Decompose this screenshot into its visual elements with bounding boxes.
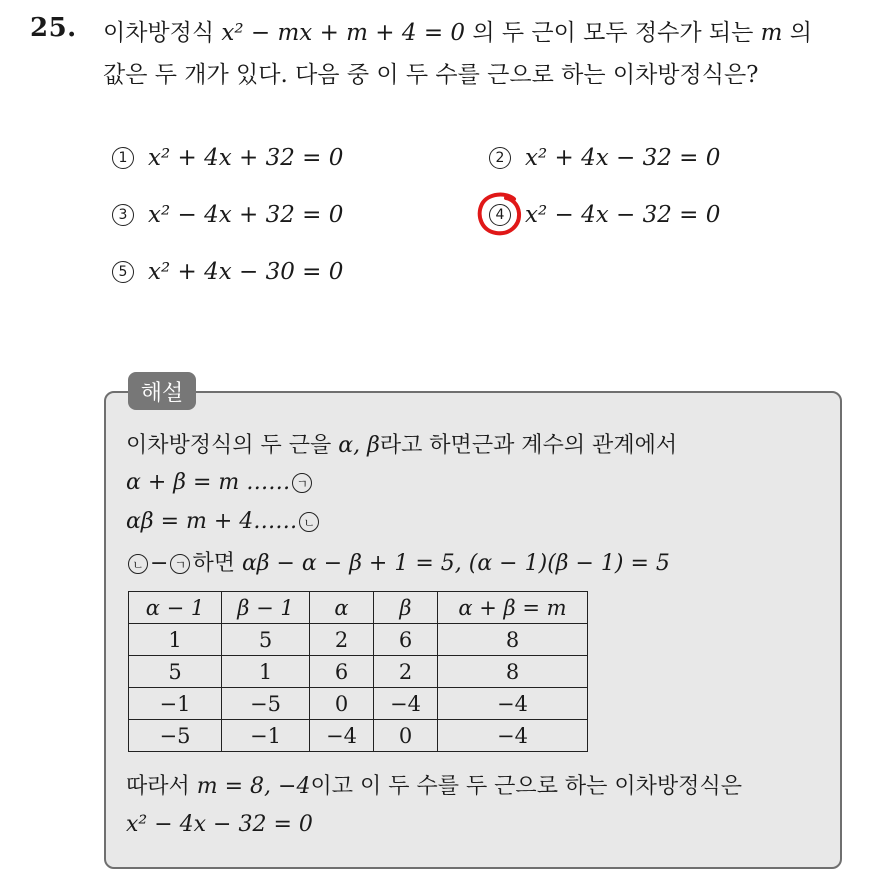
- choice-expression: x² − 4x − 32 = 0: [525, 202, 721, 228]
- question-text: 의 두 근이 모두 정수가 되는: [465, 20, 761, 46]
- solution-math: αβ − α − β + 1 = 5, (α − 1)(β − 1) = 5: [241, 551, 670, 576]
- table-cell: −4: [310, 720, 374, 752]
- choice-1[interactable]: [112, 145, 343, 171]
- solution-math: α, β: [338, 433, 380, 458]
- solution-eq-1: [126, 470, 314, 495]
- table-header: α: [310, 592, 374, 624]
- question-text-line2: 값은 두 개가 있다. 다음 중 이 두 수를 근으로 하는 이차방정식은?: [103, 62, 759, 88]
- table-cell: 8: [438, 656, 588, 688]
- choice-number-badge: 3: [112, 204, 134, 226]
- solution-badge: 해설: [128, 372, 196, 410]
- table-cell: 6: [310, 656, 374, 688]
- table-cell: −4: [438, 688, 588, 720]
- circled-label: ㄴ: [299, 512, 319, 532]
- table-cell: −4: [438, 720, 588, 752]
- choice-2[interactable]: [489, 145, 720, 171]
- table-row: [129, 720, 588, 752]
- solution-text: 따라서: [126, 774, 197, 799]
- table-cell: −4: [374, 688, 438, 720]
- circled-label: ㄴ: [128, 554, 148, 574]
- table-cell: 2: [374, 656, 438, 688]
- table-cell: 5: [222, 624, 310, 656]
- question-text-line1: [103, 14, 812, 47]
- choice-number-badge: 1: [112, 147, 134, 169]
- choice-5[interactable]: [112, 259, 343, 285]
- solution-math: α + β = m ……: [126, 470, 291, 495]
- table-cell: 8: [438, 624, 588, 656]
- solution-eq-2: [126, 509, 321, 534]
- choice-expression: x² + 4x − 30 = 0: [148, 259, 344, 285]
- solution-final-equation: x² − 4x − 32 = 0: [126, 812, 313, 837]
- table-row: [129, 656, 588, 688]
- table-cell: 5: [129, 656, 222, 688]
- table-cell: −5: [129, 720, 222, 752]
- choice-number-badge: 5: [112, 261, 134, 283]
- table-cell: 6: [374, 624, 438, 656]
- circled-label: ㄱ: [170, 554, 190, 574]
- table-header: β: [374, 592, 438, 624]
- table-header: α + β = m: [438, 592, 588, 624]
- solution-line-4: [126, 546, 670, 577]
- solution-text: 이고 이 두 수를 두 근으로 하는 이차방정식은: [310, 774, 742, 799]
- table-cell: 0: [310, 688, 374, 720]
- table-cell: −1: [222, 720, 310, 752]
- solution-text: 하면: [192, 551, 242, 576]
- solution-table: [128, 591, 588, 752]
- choice-number-badge: 2: [489, 147, 511, 169]
- solution-math: αβ = m + 4……: [126, 509, 298, 534]
- question-number: 25.: [30, 13, 77, 43]
- table-cell: 1: [222, 656, 310, 688]
- choice-3[interactable]: [112, 202, 343, 228]
- table-row: [129, 688, 588, 720]
- choice-expression: x² − 4x + 32 = 0: [148, 202, 344, 228]
- solution-line-1: [126, 428, 677, 459]
- question-equation: x² − mx + m + 4 = 0: [221, 20, 466, 46]
- table-header: β − 1: [222, 592, 310, 624]
- question-text: 이차방정식: [103, 20, 222, 46]
- table-header-row: [129, 592, 588, 624]
- table-cell: −1: [129, 688, 222, 720]
- solution-conclusion: [126, 769, 742, 800]
- table-header: α − 1: [129, 592, 222, 624]
- question-text: 의: [782, 20, 812, 46]
- choice-expression: x² + 4x − 32 = 0: [525, 145, 721, 171]
- choice-number-badge: 4: [489, 204, 511, 226]
- table-cell: 1: [129, 624, 222, 656]
- solution-text: −: [150, 551, 169, 576]
- table-cell: 2: [310, 624, 374, 656]
- table-cell: −5: [222, 688, 310, 720]
- choice-expression: x² + 4x + 32 = 0: [148, 145, 344, 171]
- answer-circle-mark: [476, 191, 524, 237]
- solution-text: 이차방정식의 두 근을: [126, 433, 339, 458]
- question-variable: m: [760, 20, 783, 46]
- table-cell: 0: [374, 720, 438, 752]
- circled-label: ㄱ: [292, 473, 312, 493]
- solution-text: 라고 하면근과 계수의 관계에서: [379, 433, 678, 458]
- table-row: [129, 624, 588, 656]
- solution-math: m = 8, −4: [196, 774, 311, 799]
